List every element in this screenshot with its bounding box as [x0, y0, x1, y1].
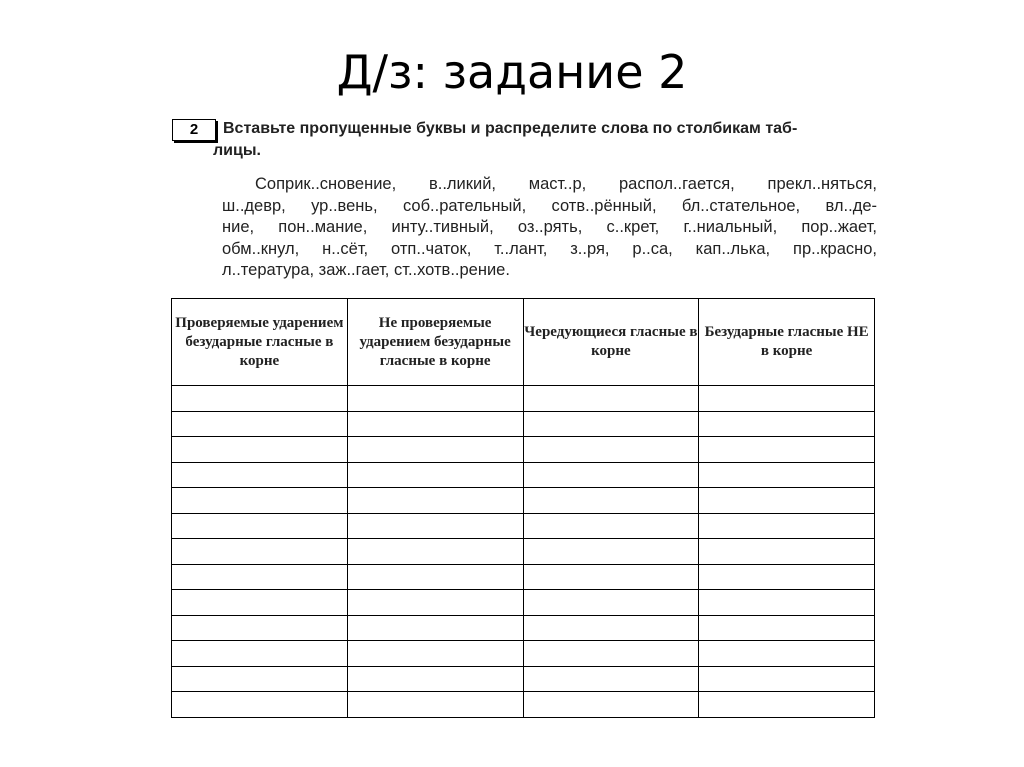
answer-cell[interactable] [172, 590, 348, 616]
answer-cell[interactable] [699, 411, 875, 437]
answer-cell[interactable] [347, 539, 523, 565]
instruction-line-2: лицы. [213, 142, 261, 159]
answer-cell[interactable] [699, 462, 875, 488]
table-row [172, 641, 875, 667]
table-row [172, 692, 875, 718]
answer-table [171, 298, 875, 718]
answer-cell[interactable] [347, 692, 523, 718]
word-line: л..тература, заж..гает, ст..хотв..рение. [222, 261, 510, 280]
table-header-row [172, 299, 875, 386]
answer-cell[interactable] [699, 437, 875, 463]
task-instruction [213, 118, 883, 162]
slide-title: Д/з: задание 2 [336, 45, 688, 99]
answer-cell[interactable] [172, 539, 348, 565]
answer-cell[interactable] [523, 462, 699, 488]
table-row [172, 386, 875, 412]
answer-cell[interactable] [699, 641, 875, 667]
answer-cell[interactable] [523, 564, 699, 590]
answer-cell[interactable] [699, 615, 875, 641]
answer-cell[interactable] [347, 564, 523, 590]
table-row [172, 564, 875, 590]
answer-cell[interactable] [523, 641, 699, 667]
answer-cell[interactable] [523, 666, 699, 692]
answer-cell[interactable] [347, 462, 523, 488]
task-number-box: 2 [172, 119, 216, 141]
answer-cell[interactable] [172, 564, 348, 590]
table-row [172, 615, 875, 641]
table-row [172, 462, 875, 488]
answer-cell[interactable] [347, 615, 523, 641]
answer-cell[interactable] [347, 666, 523, 692]
answer-cell[interactable] [523, 692, 699, 718]
header-non-root-vowels: Безударные гласные НЕ в корне [699, 299, 875, 386]
answer-cell[interactable] [172, 615, 348, 641]
table-row [172, 488, 875, 514]
table-row [172, 411, 875, 437]
answer-cell[interactable] [172, 513, 348, 539]
header-alternating-vowels: Чередующиеся гласные в корне [523, 299, 699, 386]
table-row [172, 539, 875, 565]
word-line: обм..кнул, н..сёт, отп..чаток, т..лант, з..ря, р..са, кап..лька, пр..красно, [222, 239, 877, 258]
answer-cell[interactable] [699, 590, 875, 616]
answer-cell[interactable] [523, 615, 699, 641]
answer-cell[interactable] [172, 692, 348, 718]
answer-cell[interactable] [347, 513, 523, 539]
answer-cell[interactable] [347, 590, 523, 616]
answer-cell[interactable] [523, 590, 699, 616]
answer-cell[interactable] [347, 641, 523, 667]
answer-cell[interactable] [172, 641, 348, 667]
header-unchecked-vowels: Не проверяемые ударением безударные гласные в корне [347, 299, 523, 386]
answer-cell[interactable] [172, 462, 348, 488]
answer-cell[interactable] [699, 488, 875, 514]
table-body [172, 386, 875, 718]
word-list [222, 174, 877, 282]
answer-cell[interactable] [172, 437, 348, 463]
table-row [172, 590, 875, 616]
word-line: Соприк..сновение, в..ликий, маст..р, распол..гается, прекл..няться, [255, 175, 877, 193]
answer-cell[interactable] [523, 539, 699, 565]
table-row [172, 513, 875, 539]
answer-cell[interactable] [172, 666, 348, 692]
answer-cell[interactable] [347, 411, 523, 437]
answer-cell[interactable] [523, 513, 699, 539]
answer-cell[interactable] [699, 386, 875, 412]
answer-cell[interactable] [523, 437, 699, 463]
answer-cell[interactable] [699, 564, 875, 590]
answer-cell[interactable] [523, 411, 699, 437]
answer-cell[interactable] [172, 411, 348, 437]
answer-cell[interactable] [699, 666, 875, 692]
table-row [172, 666, 875, 692]
instruction-line-1: Вставьте пропущенные буквы и распределите слова по столбикам таб- [223, 120, 798, 137]
answer-cell[interactable] [699, 692, 875, 718]
word-line: ш..девр, ур..вень, соб..рательный, сотв..рённый, бл..стательное, вл..де- [222, 196, 877, 215]
answer-cell[interactable] [172, 386, 348, 412]
answer-cell[interactable] [347, 386, 523, 412]
header-checked-vowels: Проверяемые ударением безударные гласные в корне [172, 299, 348, 386]
answer-cell[interactable] [347, 437, 523, 463]
answer-cell[interactable] [699, 513, 875, 539]
answer-cell[interactable] [523, 386, 699, 412]
table-row [172, 437, 875, 463]
answer-cell[interactable] [699, 539, 875, 565]
word-line: ние, пон..мание, инту..тивный, оз..рять, с..крет, г..ниальный, пор..жает, [222, 218, 877, 237]
answer-cell[interactable] [523, 488, 699, 514]
answer-cell[interactable] [172, 488, 348, 514]
answer-cell[interactable] [347, 488, 523, 514]
